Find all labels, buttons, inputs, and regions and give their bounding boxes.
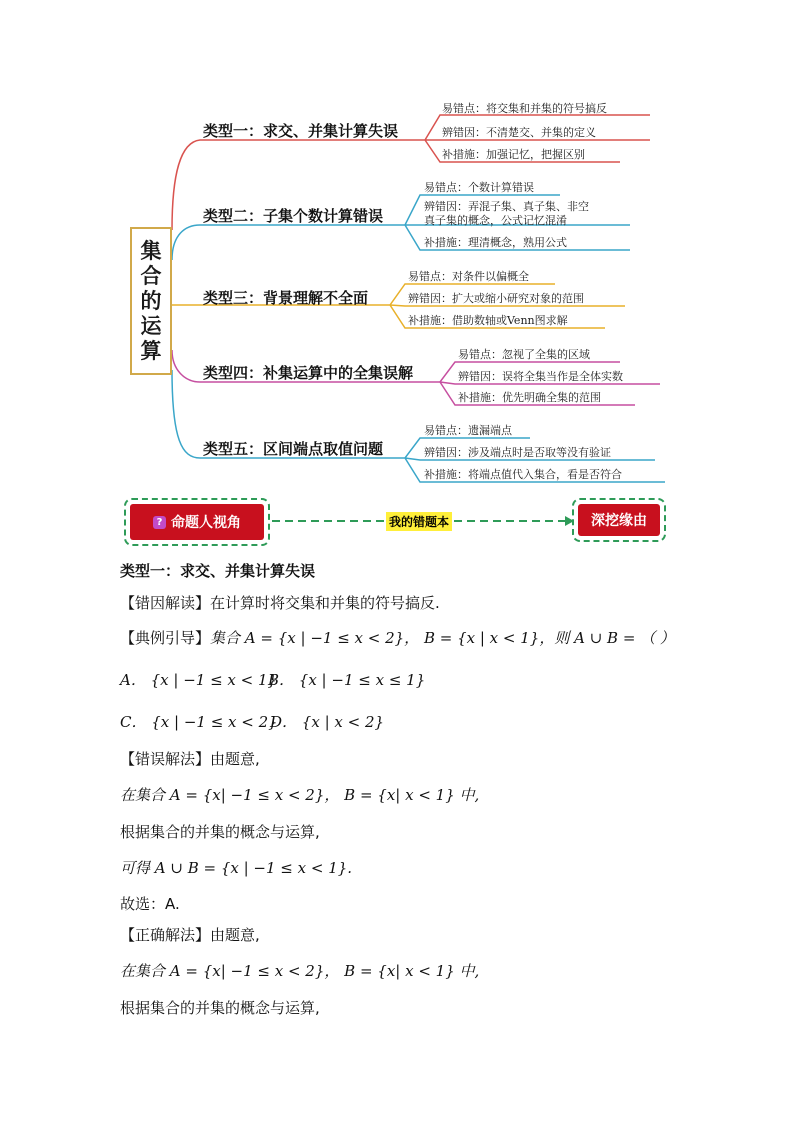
root-char: 合 — [140, 263, 162, 288]
dig-reason-button-frame — [572, 498, 666, 542]
root-char: 运 — [140, 313, 162, 338]
leaf-3-2: 辨错因：扩大或缩小研究对象的范围 — [408, 292, 584, 305]
leaf-3-3: 补措施：借助数轴或Venn图求解 — [408, 314, 568, 327]
leaf-5-2: 辨错因：涉及端点时是否取等没有验证 — [424, 446, 611, 459]
root-char: 算 — [140, 338, 162, 363]
mistake-book-label: 我的错题本 — [386, 512, 452, 531]
right-solution-intro: 由题意, — [210, 926, 260, 944]
right-line-2: 根据集合的并集的概念与运算, — [120, 999, 320, 1017]
category-title-3: 类型三：背景理解不全面 — [203, 289, 369, 307]
error-reason-tag: 【错因解读】 — [120, 594, 211, 612]
leaf-2-1: 易错点：个数计算错误 — [424, 181, 534, 194]
error-reason-line — [120, 592, 440, 613]
mindmap-root — [130, 227, 172, 375]
example-line — [120, 627, 675, 648]
leaf-1-1: 易错点：将交集和并集的符号搞反 — [442, 102, 607, 115]
wrong-solution-tag: 【错误解法】 — [120, 750, 211, 768]
wrong-solution-line — [120, 748, 260, 769]
root-char: 集 — [140, 238, 162, 263]
wrong-line-2: 根据集合的并集的概念与运算, — [120, 823, 320, 841]
dig-reason-label: 深挖缘由 — [591, 513, 647, 529]
option-a: A． {x | −1 ≤ x < 1} — [120, 671, 278, 689]
leaf-4-1: 易错点：忽视了全集的区域 — [458, 348, 590, 361]
example-tag: 【典例引导】 — [120, 629, 211, 647]
right-line-1: 在集合 A = {x| −1 ≤ x < 2}， B = {x| x < 1} 中, — [120, 962, 480, 980]
category-title-4: 类型四：补集运算中的全集误解 — [203, 364, 414, 382]
leaf-4-3: 补措施：优先明确全集的范围 — [458, 391, 601, 404]
leaf-5-3: 补措施：将端点值代入集合，看是否符合 — [424, 468, 622, 481]
category-title-1: 类型一：求交、并集计算失误 — [203, 122, 399, 140]
category-title-5: 类型五：区间端点取值问题 — [203, 440, 384, 458]
wrong-solution-intro: 由题意, — [210, 750, 260, 768]
wrong-line-4: 故选：A. — [120, 895, 180, 913]
option-d: D． {x | x < 2} — [270, 713, 385, 731]
right-solution-line — [120, 924, 260, 945]
branch-line-5 — [172, 370, 665, 482]
dig-reason-button[interactable] — [578, 504, 660, 536]
leaf-2-4: 补措施：理清概念，熟用公式 — [424, 236, 567, 249]
leaf-2-3: 真子集的概念，公式记忆混淆 — [424, 214, 567, 227]
category-title-2: 类型二：子集个数计算错误 — [203, 207, 384, 225]
option-c: C． {x | −1 ≤ x < 2} — [120, 713, 278, 731]
perspective-button-frame — [124, 498, 270, 546]
wrong-line-3: 可得 A ∪ B = {x | −1 ≤ x < 1}. — [120, 859, 353, 877]
error-reason-text: 在计算时将交集和并集的符号搞反. — [210, 594, 440, 612]
root-char: 的 — [140, 288, 162, 313]
leaf-4-2: 辨错因：误将全集当作是全体实数 — [458, 370, 623, 383]
leaf-2-2: 辨错因：弄混子集、真子集、非空 — [424, 200, 589, 213]
wrong-line-1: 在集合 A = {x| −1 ≤ x < 2}， B = {x| x < 1} 中, — [120, 786, 480, 804]
leaf-1-3: 补措施：加强记忆，把握区别 — [442, 148, 585, 161]
right-solution-tag: 【正确解法】 — [120, 926, 211, 944]
option-b: B． {x | −1 ≤ x ≤ 1} — [268, 671, 426, 689]
example-text: 集合 A = {x | −1 ≤ x < 2}， B = {x | x < 1}，则 A ∪ B = （ ） — [210, 629, 675, 647]
leaf-3-1: 易错点：对条件以偏概全 — [408, 270, 529, 283]
leaf-1-2: 辨错因：不清楚交、并集的定义 — [442, 126, 596, 139]
section-title: 类型一：求交、并集计算失误 — [120, 562, 316, 580]
question-icon: ? — [153, 516, 166, 529]
leaf-5-1: 易错点：遗漏端点 — [424, 424, 512, 437]
perspective-button[interactable] — [130, 504, 264, 540]
perspective-label: 命题人视角 — [171, 515, 241, 531]
mindmap-connectors — [0, 0, 794, 500]
